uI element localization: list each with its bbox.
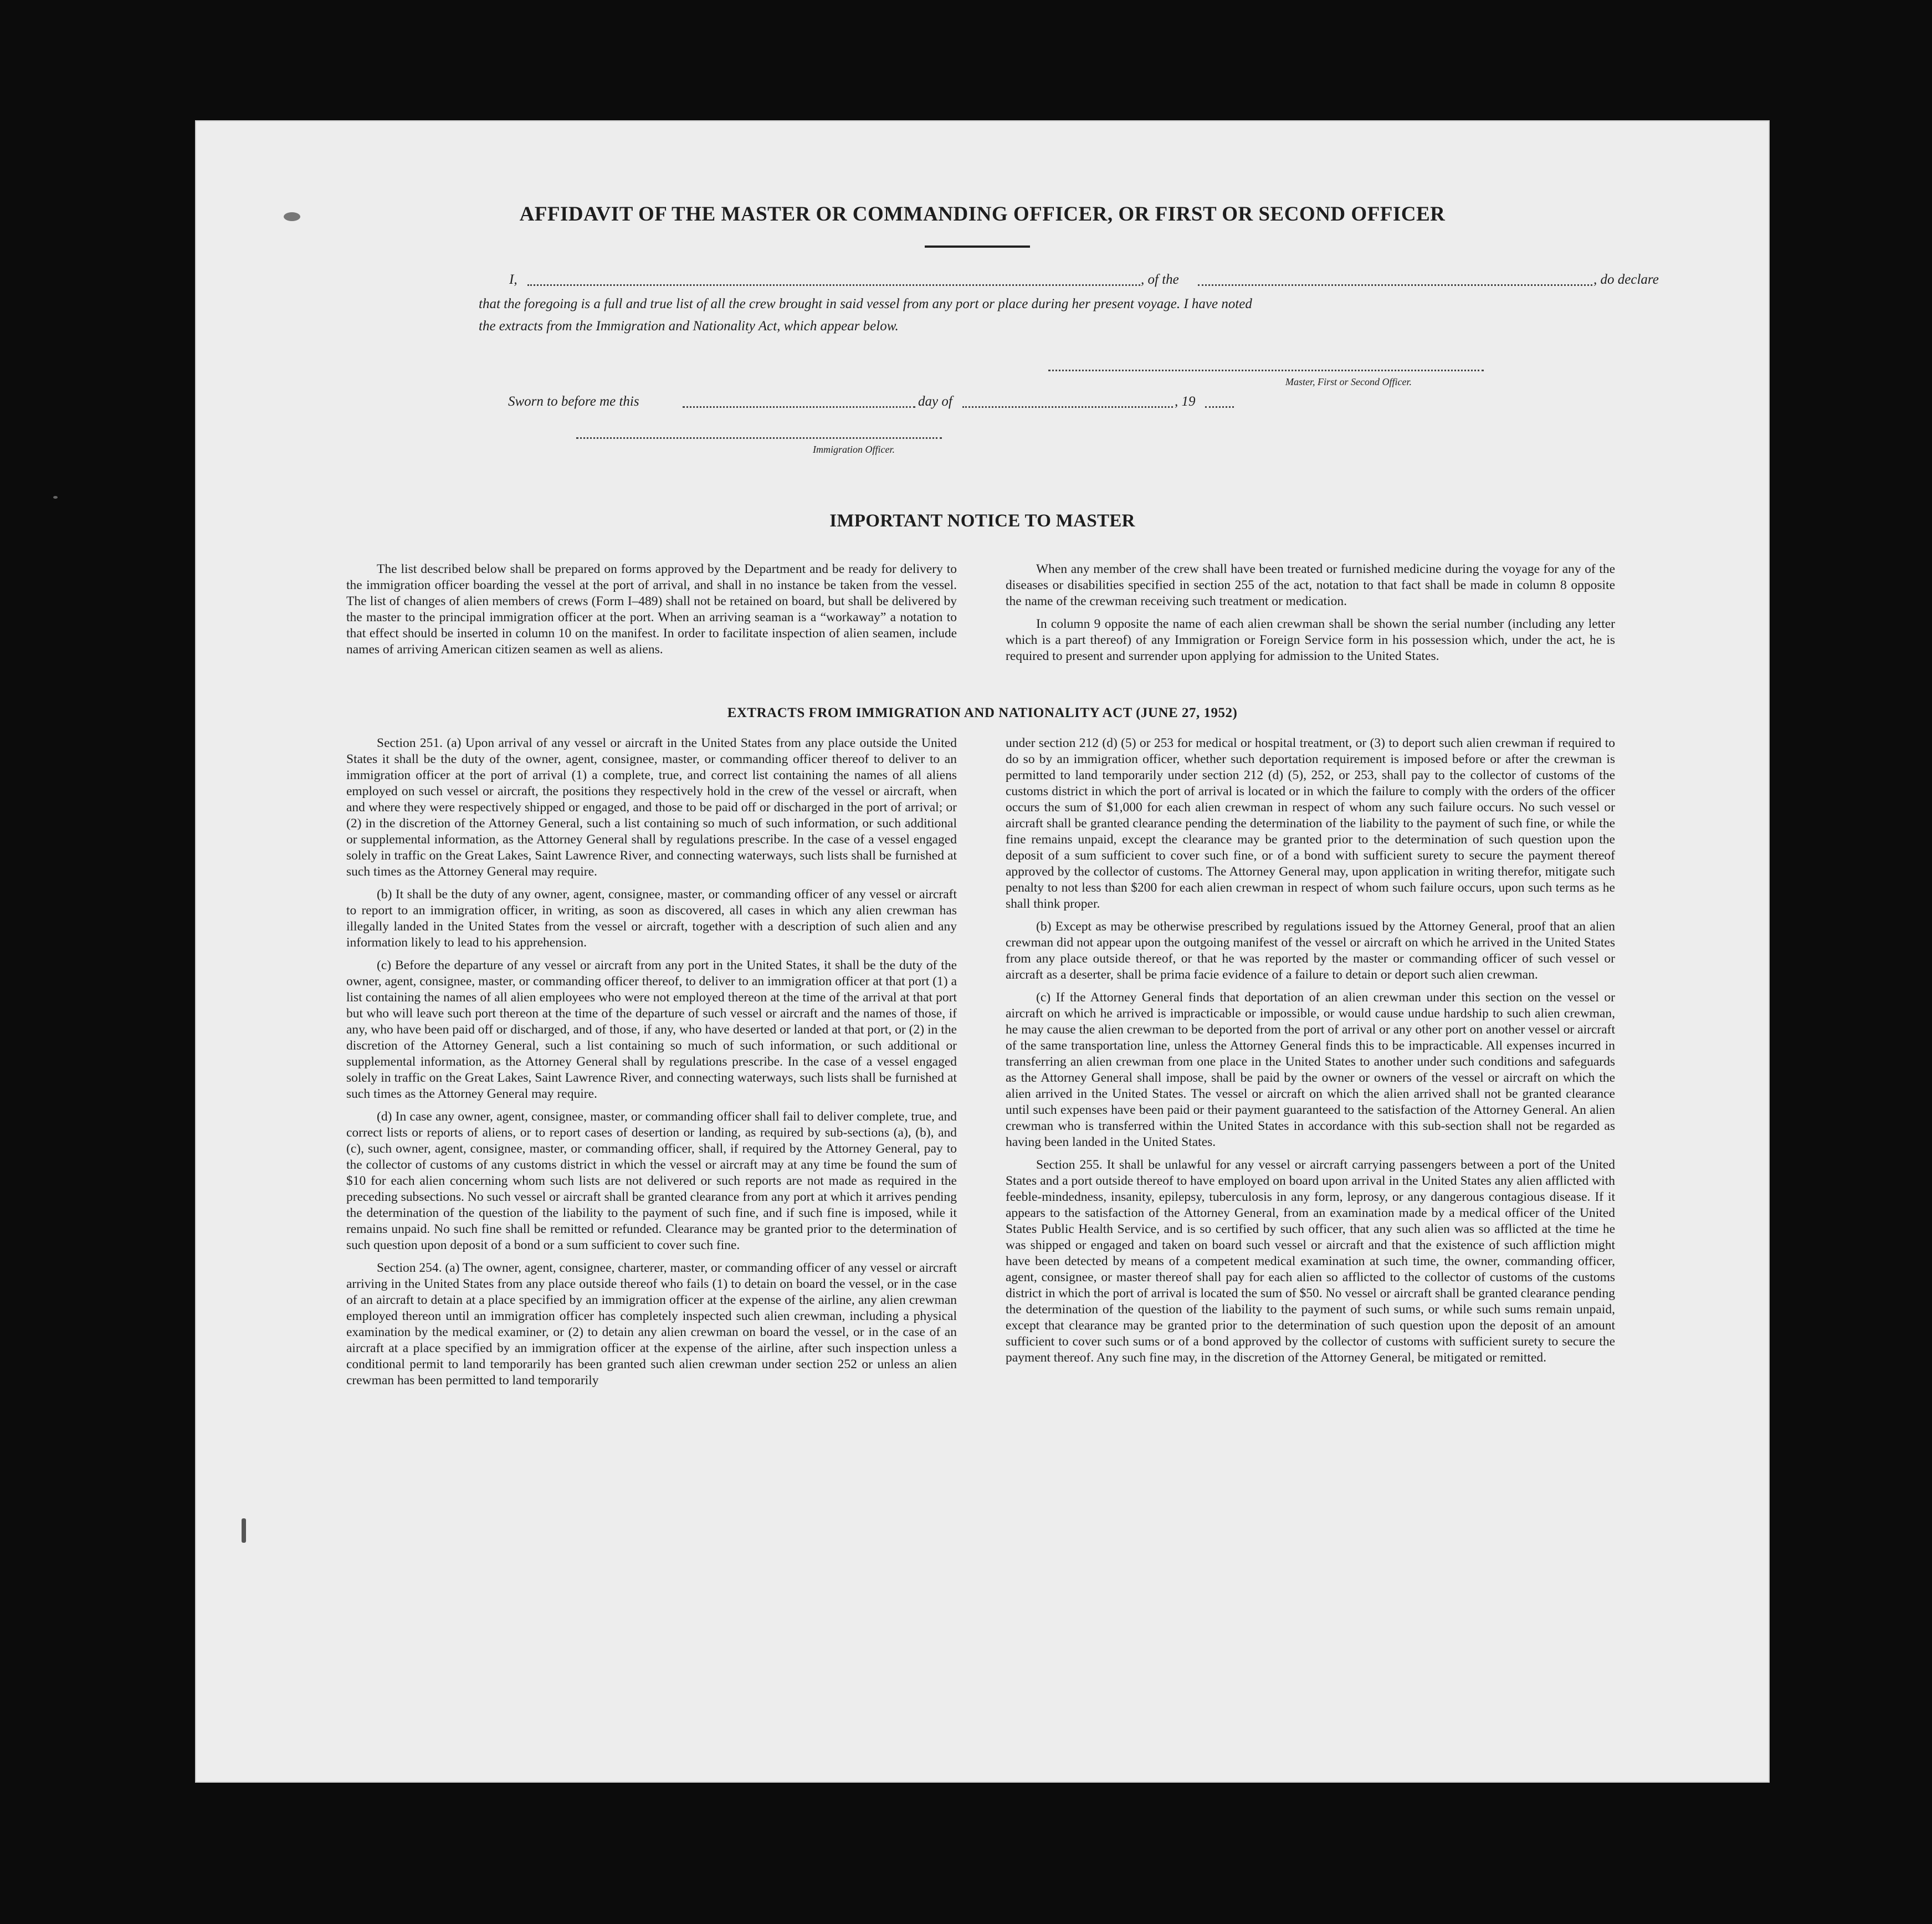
extracts-left-column xyxy=(346,735,957,1395)
label-sworn: Sworn to before me this xyxy=(508,394,639,409)
vessel-field[interactable] xyxy=(1198,284,1592,286)
scan-speck xyxy=(242,1518,246,1543)
notice-left-column xyxy=(346,561,957,664)
master-signature-field[interactable] xyxy=(1048,370,1484,371)
act-section-paragraph: (b) Except as may be otherwise prescribed by regulations issued by the Attorney General, proof that an alien crewman did not appear upon the outgoing manifest of the vessel or aircraft on which he arrived in the United States from any place outside thereof, or that he was reported by the master or commanding officer of such vessel or aircraft as a deserter, shall be prima facie evidence of a failure to detain or deport such alien crewman. xyxy=(1006,919,1615,982)
sworn-day-field[interactable] xyxy=(683,406,915,408)
declaration-line-1: that the foregoing is a full and true list of all the crew brought in said vessel from any port or place during her present voyage. I have noted xyxy=(479,296,1252,311)
notice-paragraph: In column 9 opposite the name of each alien crewman shall be shown the serial number (including any letter which is a part thereof) of any Immigration or Foreign Service form in his possession which, under the act, he is required to present and surrender upon applying for admission to the United States. xyxy=(1006,617,1615,663)
affidavit-title: AFFIDAVIT OF THE MASTER OR COMMANDING OFFICER, OR FIRST OR SECOND OFFICER xyxy=(519,203,1446,226)
document-page xyxy=(195,120,1770,1783)
name-field[interactable] xyxy=(527,284,1140,286)
scan-speck xyxy=(284,212,300,221)
act-section-paragraph: (c) Before the departure of any vessel or aircraft from any port in the United States, it shall be the duty of the owner, agent, consignee, master, or commanding officer thereof, to deliver to an immigration officer at that port (1) a list containing the names of all alien employees who were not employed thereon at the time of the arrival at that port but who will leave such port thereon at the time of the departure of such vessel or aircraft and the names of those, if any, who have been paid off or discharged, and of those, if any, who have deserted or landed at that port, or (2) in the discretion of the Attorney General, such a list containing so much of such information, or such additional or supplemental information, as the Attorney General shall by regulations prescribe. In the case of a vessel engaged solely in traffic on the Great Lakes, Saint Lawrence River, and connecting waterways, such lists shall be furnished at such times as the Attorney General may require. xyxy=(346,958,957,1101)
act-section-paragraph: (d) In case any owner, agent, consignee, master, or commanding officer shall fail to deliver complete, true, and correct lists or reports of aliens, or to report cases of desertion or landing, as required by sub-sections (a), (b), and (c), such owner, agent, consignee, master, or commanding officer, shall, if required by the Attorney General, pay to the collector of customs of any customs district in which the vessel or aircraft may at any time be found the sum of $10 for each alien concerning whom such lists are not delivered or such reports are not made as required in the preceding subsections. No such vessel or aircraft shall be granted clearance from any port at which it arrives pending the determination of the question of the liability to the payment of such fine, and if such fine is imposed, while it remains unpaid. No such fine shall be remitted or refunded. Clearance may be granted prior to the determination of such question upon deposit of a bond or a sum sufficient to cover such fine. xyxy=(346,1109,957,1252)
label-i: I, xyxy=(509,272,517,287)
sworn-month-field[interactable] xyxy=(962,406,1173,408)
master-signature-caption: Master, First or Second Officer. xyxy=(1285,376,1412,387)
scan-speck xyxy=(53,496,58,499)
notice-paragraph: When any member of the crew shall have been treated or furnished medicine during the voyage for any of the diseases or disabilities specified in section 255 of the act, notation to that fact shall be made in column 8 opposite the name of the crewman receiving such treatment or medication. xyxy=(1006,562,1615,608)
notice-heading: IMPORTANT NOTICE TO MASTER xyxy=(829,511,1135,531)
label-of-the: , of the xyxy=(1141,272,1179,287)
sworn-year-field[interactable] xyxy=(1205,406,1234,408)
immigration-officer-caption: Immigration Officer. xyxy=(813,444,895,455)
label-year: , 19 xyxy=(1175,394,1196,409)
act-section-paragraph: Section 251. (a) Upon arrival of any vessel or aircraft in the United States from any place outside the United States it shall be the duty of the owner, agent, consignee, master, or commanding officer thereof to deliver to an immigration officer at the port of arrival (1) a complete, true, and correct list containing the names of all aliens employed on such vessel or aircraft, the positions they respectively hold in the crew of the vessel or aircraft, when and where they were respectively shipped or engaged, and those to be paid off or discharged in the port of arrival; or (2) in the discretion of the Attorney General, such a list containing so much of such information, or such additional or supplemental information, as the Attorney General shall by regulations prescribe. In the case of a vessel engaged solely in traffic on the Great Lakes, Saint Lawrence River, and connecting waterways, such lists shall be furnished at such times as the Attorney General may require. xyxy=(346,736,957,879)
notice-right-column xyxy=(1006,561,1615,671)
act-section-paragraph: Section 255. It shall be unlawful for any vessel or aircraft carrying passengers between a port of the United States and a port outside thereof to have employed on board upon arrival in the United States any alien afflicted with feeble-mindedness, insanity, epilepsy, tuberculosis in any form, leprosy, or any dangerous contagious disease. If it appears to the satisfaction of the Attorney General, from an examination made by a medical officer of the United States Public Health Service, and is so certified by such officer, that any such alien was so afflicted at the time he was shipped or engaged and taken on board such vessel or aircraft and that the existence of such affliction might have been detected by means of a competent medical examination at such time, the owner, commanding officer, agent, consignee, or master thereof shall pay for each alien so afflicted to the collector of customs of the customs district in which the port of arrival is located the sum of $50. No vessel or aircraft shall be granted clearance pending the determination of the question of the liability to the payment of such sums, or while such sums remain unpaid, except that clearance may be granted prior to the determination of such question upon the deposit of an amount sufficient to cover such sums or of a bond approved by the collector of customs with sufficient surety to secure the payment thereof. Any such fine may, in the discretion of the Attorney General, be mitigated or remitted. xyxy=(1006,1158,1615,1365)
label-day-of: day of xyxy=(918,394,952,409)
immigration-officer-signature-field[interactable] xyxy=(576,437,942,439)
title-rule xyxy=(925,245,1030,248)
act-section-paragraph: (b) It shall be the duty of any owner, agent, consignee, master, or commanding officer of any vessel or aircraft to report to an immigration officer, in writing, as soon as discovered, all cases in which any alien crewman has illegally landed in the United States from the vessel or aircraft, together with a description of such alien and any information likely to lead to his apprehension. xyxy=(346,887,957,950)
act-section-paragraph: Section 254. (a) The owner, agent, consignee, charterer, master, or commanding officer of any vessel or aircraft arriving in the United States from any place outside thereof who fails (1) to detain on board the vessel, or in the case of an aircraft to detain at a place specified by an immigration officer at the expense of the airline, any alien crewman employed thereon until an immigration officer has completely inspected such alien crewman, including a physical examination by the medical examiner, or (2) to detain any alien crewman on board the vessel, or in the case of an aircraft at a place specified by an immigration officer at the expense of the airline, after such inspection unless a conditional permit to land temporarily has been granted such alien crewman under section 252 or unless an alien crewman has been permitted to land temporarily xyxy=(346,1261,957,1388)
label-do-declare: , do declare xyxy=(1593,272,1659,287)
extracts-right-column xyxy=(1006,735,1615,1373)
notice-paragraph: The list described below shall be prepared on forms approved by the Department and be ready for delivery to the immigration officer boarding the vessel at the port of arrival, and shall in no instance be taken from the vessel. The list of changes of alien members of crews (Form I–489) shall not be retained on board, but shall be delivered by the master to the principal immigration officer at the port. When an arriving seaman is a “workaway” a notation to that effect should be inserted in column 10 on the manifest. In order to facilitate inspection of alien seamen, include names of arriving American citizen seamen as well as aliens. xyxy=(346,562,957,657)
declaration-line-2: the extracts from the Immigration and Nationality Act, which appear below. xyxy=(479,319,899,334)
act-section-paragraph: (c) If the Attorney General finds that deportation of an alien crewman under this section on the vessel or aircraft on which he arrived is impracticable or impossible, or would cause undue hardship to such alien crewman, he may cause the alien crewman to be deported from the port of arrival or any other port on another vessel or aircraft of the same transportation line, unless the Attorney General finds this to be impracticable. All expenses incurred in transferring an alien crewman from one place in the United States to another under such conditions and safeguards as the Attorney General shall impose, shall be paid by the owner or owners of the vessel or aircraft on which the alien arrived in the United States. The vessel or aircraft on which the alien arrived shall not be granted clearance until such expenses have been paid or their payment guaranteed to the satisfaction of the Attorney General. An alien crewman who is transferred within the United States in accordance with this sub-section shall not be regarded as having been landed in the United States. xyxy=(1006,990,1615,1149)
extracts-heading: EXTRACTS FROM IMMIGRATION AND NATIONALITY ACT (JUNE 27, 1952) xyxy=(727,705,1238,720)
act-section-paragraph: under section 212 (d) (5) or 253 for medical or hospital treatment, or (3) to deport such alien crewman if required to do so by an immigration officer, whether such deportation requirement is imposed before or after the crewman is permitted to land temporarily under section 212 (d) (5), 252, or 253, shall pay to the collector of customs of the customs district in which the port of arrival is located or in which the failure to comply with the orders of the officer occurs the sum of $1,000 for each alien crewman in respect of whom any such failure occurs. No such vessel or aircraft shall be granted clearance pending the determination of the liability to the payment of such fine, or while the fine remains unpaid, except the clearance may be granted prior to the determination of such question upon the deposit of a sum sufficient to cover such fine, or of a bond with sufficient surety to secure the payment thereof approved by the collector of customs. The Attorney General may, upon application in writing therefor, mitigate such penalty to not less than $200 for each alien crewman in respect of whom such failure occurs, upon such terms as he shall think proper. xyxy=(1006,736,1615,911)
